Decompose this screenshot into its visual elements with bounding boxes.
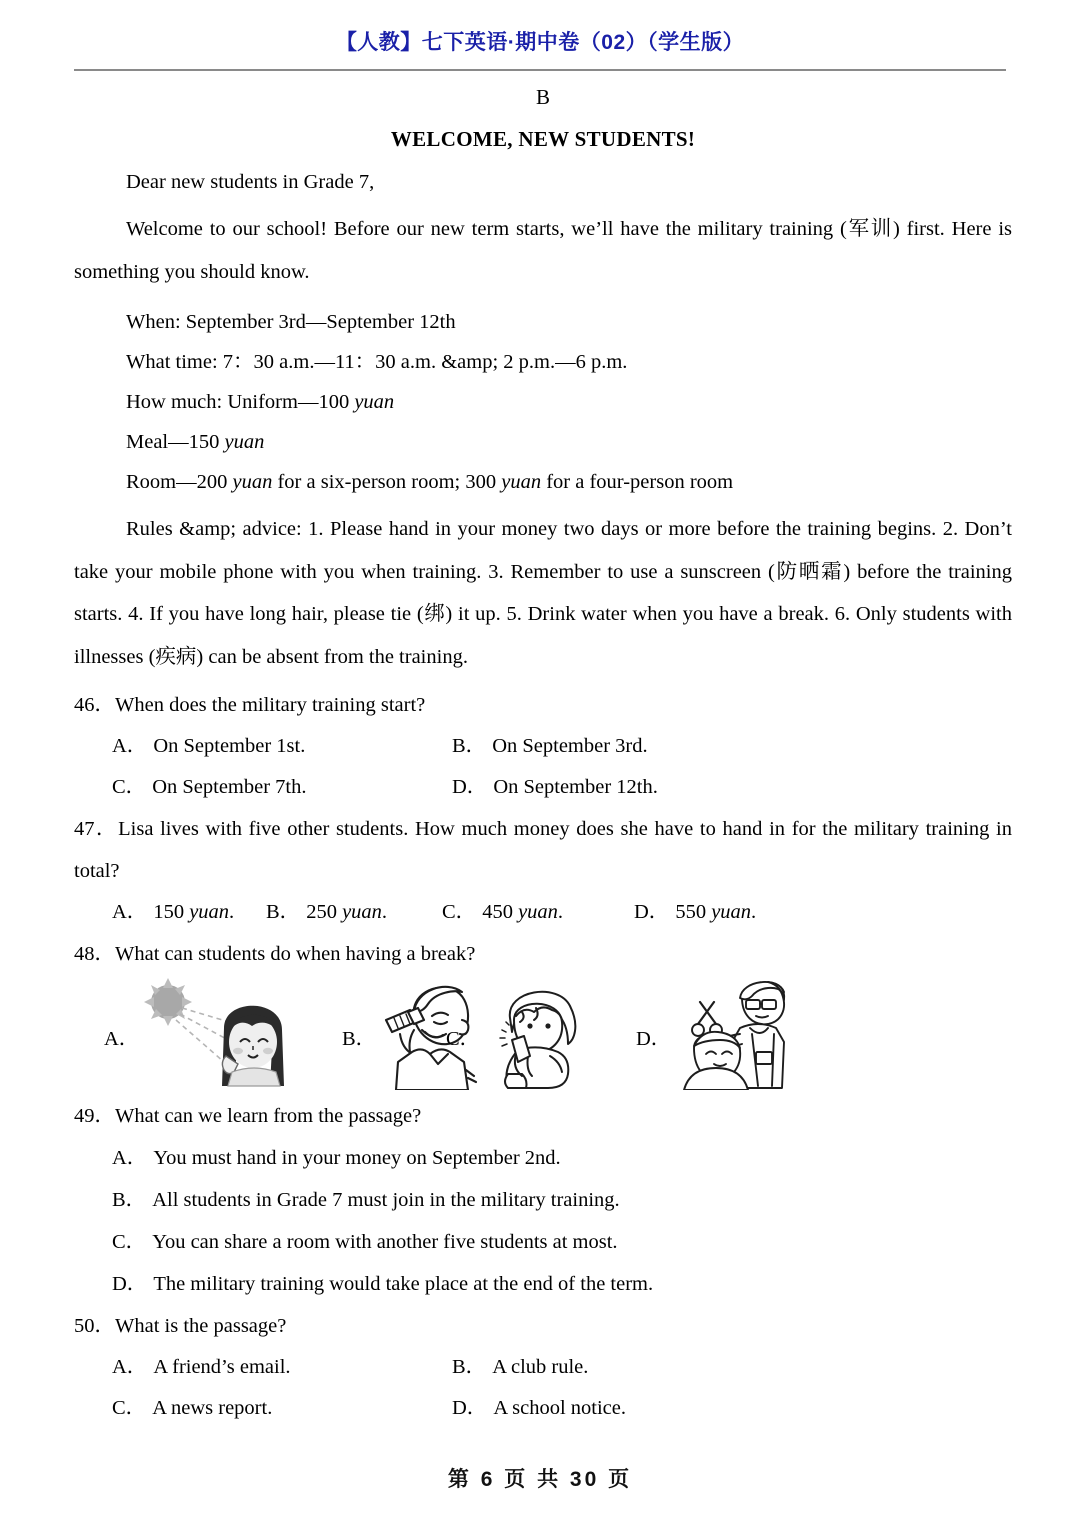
option-text: The military training would take place at the end of the term. xyxy=(153,1273,654,1295)
option-suffix: . xyxy=(751,901,757,923)
passage-intro: Welcome to our school! Before our new term starts, we’ll have the military training (军训) first. Here is something you should know. xyxy=(74,218,1012,283)
question-48-option-c[interactable] xyxy=(446,977,646,1095)
question-49-option-d[interactable] xyxy=(74,1263,1012,1305)
option-label: A． xyxy=(112,735,148,757)
option-label: D． xyxy=(636,1028,672,1050)
room-price-mid: for a six-person room; 300 xyxy=(272,471,502,493)
option-label: D． xyxy=(634,901,670,923)
option-suffix: . xyxy=(381,901,388,923)
question-47-option-b[interactable] xyxy=(266,892,442,933)
option-unit: yuan xyxy=(711,901,752,923)
option-unit: yuan xyxy=(189,901,230,923)
option-label: A． xyxy=(112,1356,148,1378)
option-label: C． xyxy=(112,1397,147,1419)
option-text: On September 7th. xyxy=(152,776,307,798)
option-suffix: . xyxy=(557,901,564,923)
option-label: A． xyxy=(112,1147,148,1169)
option-text: You can share a room with another five students at most. xyxy=(152,1231,618,1253)
question-46-option-a[interactable] xyxy=(112,726,452,767)
passage-detail-meal xyxy=(74,428,1012,457)
option-label: B． xyxy=(266,901,301,923)
option-label: C． xyxy=(112,1231,147,1253)
option-amount: 450 xyxy=(482,901,519,923)
question-50-option-b[interactable] xyxy=(452,1347,588,1388)
question-47-option-c[interactable] xyxy=(442,892,634,933)
option-label: B． xyxy=(112,1189,147,1211)
question-50-option-c[interactable] xyxy=(112,1388,452,1429)
question-49-stem xyxy=(74,1095,1012,1137)
question-46-text: When does the military training start? xyxy=(115,694,426,716)
passage-salutation: Dear new students in Grade 7, xyxy=(126,171,375,193)
girl-sitting-eating-illustration-icon xyxy=(488,978,594,1095)
question-47-text: Lisa lives with five other students. How much money does she have to hand in for the military training in total? xyxy=(74,818,1012,882)
section-letter: B xyxy=(535,85,550,109)
question-49 xyxy=(74,1095,1012,1305)
passage-rules: Rules &amp; advice: 1. Please hand in your money two days or more before the training begins. 2. Don’t take your mobile phone with you when training. 3. Remember to use a sunscreen (防晒霜) before the training starts. 4. If you have long hair, please tie (绑) it up. 5. Drink water when you have a break. 6. Only students with illnesses (疾病) can be absent from the training. xyxy=(74,518,1012,668)
question-50-option-d[interactable] xyxy=(452,1388,626,1429)
room-price-prefix: Room—200 xyxy=(126,471,233,493)
question-50 xyxy=(74,1305,1012,1429)
option-label: B． xyxy=(452,1356,487,1378)
question-46-options-row-1 xyxy=(74,726,1012,767)
question-46-option-c[interactable] xyxy=(112,767,452,808)
question-46-number: 46． xyxy=(74,694,115,716)
question-48-picture-options xyxy=(74,977,1012,1095)
document-header xyxy=(0,26,1080,56)
passage-detail-when: When: September 3rd—September 12th xyxy=(126,311,456,333)
header-divider xyxy=(74,69,1006,71)
option-label: D． xyxy=(452,1397,488,1419)
option-label: A． xyxy=(112,901,148,923)
option-unit: yuan xyxy=(342,901,382,923)
document-footer xyxy=(0,1463,1080,1493)
question-46-options-row-2 xyxy=(74,767,1012,808)
question-47-stem xyxy=(74,808,1012,892)
option-text: On September 1st. xyxy=(153,735,306,757)
option-suffix: . xyxy=(229,901,235,923)
option-text: A friend’s email. xyxy=(153,1356,291,1378)
question-49-options xyxy=(74,1137,1012,1305)
question-47-number: 47． xyxy=(74,818,119,840)
question-50-options-row-2 xyxy=(74,1388,1012,1429)
option-label: B． xyxy=(452,735,487,757)
question-48-number: 48． xyxy=(74,943,115,965)
option-text: On September 12th. xyxy=(493,776,658,798)
question-49-option-c[interactable] xyxy=(74,1221,1012,1263)
option-text: You must hand in your money on September 2nd. xyxy=(153,1147,561,1169)
question-48-option-b[interactable] xyxy=(264,977,464,1095)
question-50-number: 50． xyxy=(74,1315,115,1337)
passage-detail-room xyxy=(74,468,1012,497)
question-46-option-b[interactable] xyxy=(452,726,648,767)
room-price-suffix: for a four-person room xyxy=(541,471,734,493)
question-47 xyxy=(74,808,1012,933)
option-label: C． xyxy=(446,1028,481,1050)
passage-detail-uniform xyxy=(74,388,1012,417)
question-48-stem xyxy=(74,933,1012,975)
meal-price-unit: yuan xyxy=(224,431,265,453)
question-48 xyxy=(74,933,1012,1095)
option-label: D． xyxy=(112,1273,148,1295)
option-label: C． xyxy=(112,776,147,798)
meal-price-prefix: Meal—150 xyxy=(126,431,225,453)
option-amount: 250 xyxy=(306,901,343,923)
option-text: A school notice. xyxy=(493,1397,626,1419)
option-text: On September 3rd. xyxy=(492,735,648,757)
question-50-text: What is the passage? xyxy=(115,1315,287,1337)
option-unit: yuan xyxy=(518,901,558,923)
room-price-unit-a: yuan xyxy=(232,471,273,493)
option-amount: 150 xyxy=(153,901,190,923)
room-price-unit-b: yuan xyxy=(501,471,542,493)
question-46-option-d[interactable] xyxy=(452,767,658,808)
option-label: C． xyxy=(442,901,477,923)
option-amount: 550 xyxy=(675,901,712,923)
question-47-options-row xyxy=(74,892,1012,933)
option-label: B． xyxy=(342,1028,377,1050)
question-46 xyxy=(74,684,1012,808)
page-title: 【人教】七下英语·期中卷（02）（学生版） xyxy=(335,31,745,54)
question-50-stem xyxy=(74,1305,1012,1347)
option-text: A news report. xyxy=(152,1397,273,1419)
question-49-number: 49． xyxy=(74,1105,115,1127)
passage-detail-what-time: What time: 7：30 a.m.—11：30 a.m. &amp; 2 p.m.—6 p.m. xyxy=(126,351,628,373)
question-49-text: What can we learn from the passage? xyxy=(115,1105,422,1127)
question-48-option-d[interactable] xyxy=(636,977,856,1095)
question-49-option-b[interactable] xyxy=(74,1179,1012,1221)
page-content xyxy=(74,82,1012,1429)
question-47-option-d[interactable] xyxy=(634,892,756,933)
question-50-option-a[interactable] xyxy=(112,1347,452,1388)
question-50-options-row-1 xyxy=(74,1347,1012,1388)
page-number-indicator: 第 6 页 共 30 页 xyxy=(447,1468,633,1491)
question-48-text: What can students do when having a break? xyxy=(115,943,476,965)
option-text: A club rule. xyxy=(492,1356,589,1378)
notice-title: WELCOME, NEW STUDENTS! xyxy=(390,127,696,151)
question-46-stem xyxy=(74,684,1012,726)
uniform-price-prefix: How much: Uniform—100 xyxy=(126,391,355,413)
option-text: All students in Grade 7 must join in the military training. xyxy=(152,1189,620,1211)
option-label: A． xyxy=(104,1028,140,1050)
question-49-option-a[interactable] xyxy=(74,1137,1012,1179)
option-label: D． xyxy=(452,776,488,798)
uniform-price-unit: yuan xyxy=(354,391,395,413)
hairdresser-cutting-hair-illustration-icon xyxy=(682,978,806,1095)
question-47-option-a[interactable] xyxy=(112,892,266,933)
